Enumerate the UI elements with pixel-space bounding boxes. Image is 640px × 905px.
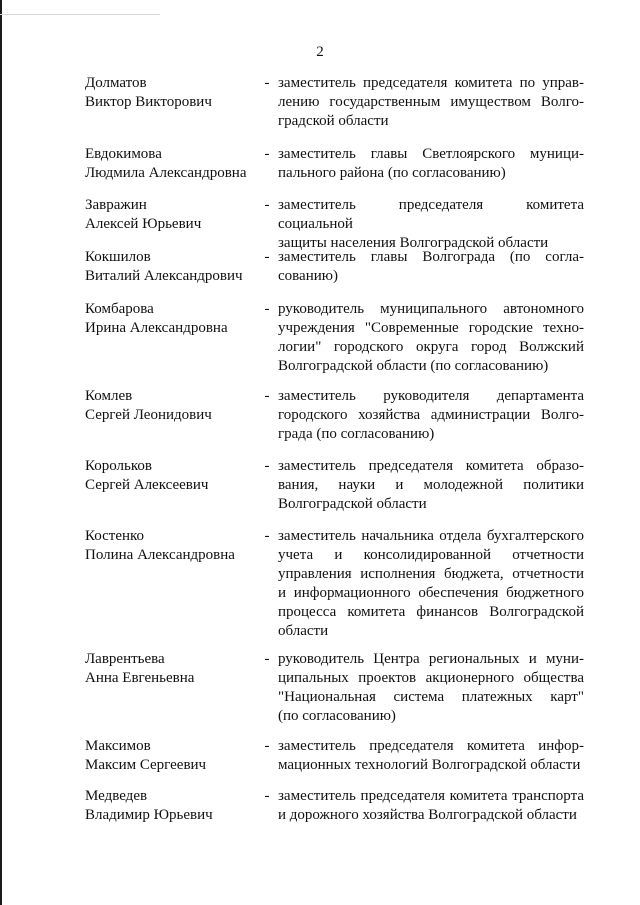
member-surname: Кокшилов	[85, 249, 151, 265]
member-given-names: Людмила Александровна	[85, 165, 247, 181]
member-position	[278, 457, 584, 514]
member-given-names: Владимир Юрьевич	[85, 807, 213, 823]
member-surname: Корольков	[85, 458, 152, 474]
position-line: заместитель председателя комитета по управ-	[278, 75, 584, 91]
member-position	[278, 196, 584, 253]
member-given-names: Ирина Александровна	[85, 320, 228, 336]
dash-separator: -	[264, 738, 270, 754]
member-surname: Медведев	[85, 788, 148, 804]
position-line: управления исполнения бюджета, отчетности	[278, 566, 584, 582]
member-position	[278, 300, 584, 376]
member-surname: Лаврентьева	[85, 651, 165, 667]
member-name	[85, 457, 260, 495]
position-line: заместитель главы Светлоярского муници-	[278, 146, 584, 162]
position-line: заместитель главы Волгограда (по согла-	[278, 249, 584, 265]
position-line: заместитель начальника отдела бухгалтерского	[278, 528, 584, 544]
member-given-names: Сергей Алексеевич	[85, 477, 209, 493]
member-given-names: Сергей Леонидович	[85, 407, 212, 423]
position-line: Волгоградской области (по согласованию)	[278, 358, 549, 374]
member-surname: Максимов	[85, 738, 151, 754]
member-given-names: Виталий Александрович	[85, 268, 243, 284]
position-line: ципальных проектов акционерного общества	[278, 670, 584, 686]
position-line: учета и консолидированной отчетности	[278, 547, 584, 563]
position-line: и дорожного хозяйства Волгоградской области	[278, 807, 577, 823]
member-given-names: Виктор Викторович	[85, 94, 212, 110]
position-line: защиты населения Волгоградской области	[278, 235, 549, 251]
member-position	[278, 74, 584, 131]
member-name	[85, 74, 260, 112]
member-name	[85, 787, 260, 825]
member-surname: Комбарова	[85, 301, 154, 317]
position-line: вания, науки и молодежной политики	[278, 477, 584, 493]
member-name	[85, 248, 260, 286]
position-line: градской области	[278, 113, 389, 129]
position-line: Волгоградской области	[278, 496, 427, 512]
member-given-names: Полина Александровна	[85, 547, 235, 563]
member-position	[278, 387, 584, 444]
member-position	[278, 787, 584, 825]
member-position	[278, 145, 584, 183]
member-surname: Долматов	[85, 75, 147, 91]
position-line: руководитель муниципального автономного	[278, 301, 584, 317]
member-given-names: Максим Сергеевич	[85, 757, 207, 773]
position-line: заместитель председателя комитета транспорта	[278, 788, 584, 804]
member-surname: Евдокимова	[85, 146, 162, 162]
page-number: 2	[316, 44, 324, 60]
position-line: заместитель председателя комитета социальной	[278, 197, 584, 232]
dash-separator: -	[264, 788, 270, 804]
position-line: пального района (по согласованию)	[278, 165, 506, 181]
position-line: заместитель председателя комитета образо-	[278, 458, 584, 474]
position-line: городского хозяйства администрации Волго-	[278, 407, 584, 423]
member-surname: Комлев	[85, 388, 133, 404]
position-line: "Национальная система платежных карт"	[278, 689, 584, 705]
position-line: и информационного обеспечения бюджетного	[278, 585, 584, 601]
dash-separator: -	[264, 146, 270, 162]
position-line: области	[278, 623, 329, 639]
position-line: учреждения "Современные городские техно-	[278, 320, 584, 336]
dash-separator: -	[264, 249, 270, 265]
member-name	[85, 300, 260, 338]
scan-top-line	[0, 0, 160, 15]
member-surname: Завражин	[85, 197, 147, 213]
member-given-names: Анна Евгеньевна	[85, 670, 195, 686]
dash-separator: -	[264, 458, 270, 474]
position-line: града (по согласованию)	[278, 426, 435, 442]
dash-separator: -	[264, 75, 270, 91]
member-name	[85, 650, 260, 688]
member-name	[85, 737, 260, 775]
scan-left-edge	[0, 0, 2, 905]
position-line: заместитель председателя комитета инфор-	[278, 738, 584, 754]
member-position	[278, 737, 584, 775]
position-line: мационных технологий Волгоградской области	[278, 757, 581, 773]
position-line: лению государственным имуществом Волго-	[278, 94, 584, 110]
member-name	[85, 527, 260, 565]
member-name	[85, 145, 260, 183]
position-line: логии" городского округа город Волжский	[278, 339, 584, 355]
dash-separator: -	[264, 388, 270, 404]
dash-separator: -	[264, 528, 270, 544]
member-position	[278, 527, 584, 641]
position-line: руководитель Центра региональных и муни-	[278, 651, 584, 667]
member-given-names: Алексей Юрьевич	[85, 216, 202, 232]
member-position	[278, 248, 584, 286]
member-name	[85, 387, 260, 425]
dash-separator: -	[264, 197, 270, 213]
position-line: заместитель руководителя департамента	[278, 388, 584, 404]
dash-separator: -	[264, 301, 270, 317]
position-line: процесса комитета финансов Волгоградской	[278, 604, 584, 620]
member-surname: Костенко	[85, 528, 145, 544]
dash-separator: -	[264, 651, 270, 667]
position-line: (по согласованию)	[278, 708, 396, 724]
member-position	[278, 650, 584, 726]
position-line: сованию)	[278, 268, 338, 284]
member-name	[85, 196, 260, 234]
